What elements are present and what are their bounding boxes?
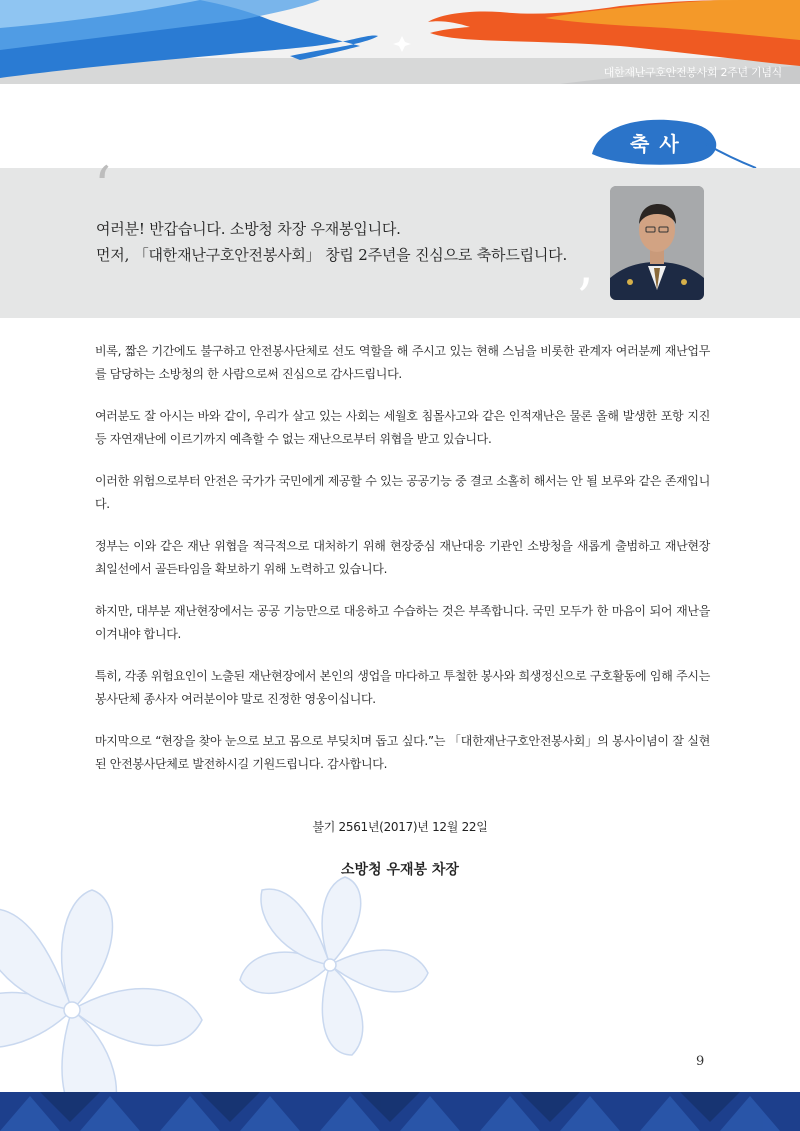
speech-date: 불기 2561년(2017)년 12월 22일 [312, 820, 488, 834]
section-badge [588, 112, 758, 174]
paragraph-5: 하지만, 대부분 재난현장에서는 공공 기능만으로 대응하고 수습하는 것은 부족합니다. 국민 모두가 한 마음이 되어 재난을 이겨내야 합니다. [95, 604, 710, 641]
footer-banner [0, 1092, 800, 1131]
intro-congratulation: 먼저, 「대한재난구호안전봉사회」 창립 2주년을 진심으로 축하드립니다. [96, 246, 568, 264]
intro-greeting: 여러분! 반갑습니다. 소방청 차장 우재봉입니다. [96, 220, 401, 238]
paragraph-6: 특히, 각종 위험요인이 노출된 재난현장에서 본인의 생업을 마다하고 투철한 봉사와 희생정신으로 구호활동에 임해 주시는 봉사단체 종사자 여러분이야 말로 진정한 영웅이십니다. [95, 669, 710, 706]
paragraph-4: 정부는 이와 같은 재난 위협을 적극적으로 대처하기 위해 현장중심 재난대응 기관인 소방청을 새롭게 출범하고 재난현장 최일선에서 골든타임을 확보하기 위해 노력하고 있습니다. [95, 539, 710, 576]
opening-quote-mark: ‘ [94, 155, 112, 218]
speech-body [95, 340, 710, 795]
flower-decoration [0, 870, 800, 1100]
section-badge-label: 축사 [630, 132, 689, 156]
paragraph-7: 마지막으로 “현장을 찾아 눈으로 보고 몸으로 부딪치며 돕고 싶다.”는 「대한재난구호안전봉사회」의 봉사이념이 잘 실현된 안전봉사단체로 발전하시길 기원드립니다. 감사합니다. [95, 734, 710, 771]
page-number: 9 [696, 1054, 705, 1069]
header-banner [0, 0, 800, 84]
speaker-portrait [610, 186, 704, 300]
paragraph-2: 여러분도 잘 아시는 바와 같이, 우리가 살고 있는 사회는 세월호 침몰사고와 같은 인적재난은 물론 올해 발생한 포항 지진 등 자연재난에 이르기까지 예측할 수 없는 재난으로부터 위협을 받고 있습니다. [95, 409, 710, 446]
portrait-image [610, 186, 704, 300]
header-title: 대한재난구호안전봉사회 2주년 기념식 [603, 66, 782, 79]
paragraph-1: 비록, 짧은 기간에도 불구하고 안전봉사단체로 선도 역할을 해 주시고 있는 현해 스님을 비롯한 관계자 여러분께 재난업무를 담당하는 소방청의 한 사람으로써 진심으로 감사드립니다. [95, 344, 710, 381]
footer-pattern [0, 1092, 800, 1131]
paragraph-3: 이러한 위험으로부터 안전은 국가가 국민에게 제공할 수 있는 공공기능 중 결코 소홀히 해서는 안 될 보루와 같은 존재입니다. [95, 474, 710, 511]
closing-quote-mark: ’ [576, 267, 594, 330]
speaker-signature: 소방청 우재봉 차장 [341, 862, 459, 878]
